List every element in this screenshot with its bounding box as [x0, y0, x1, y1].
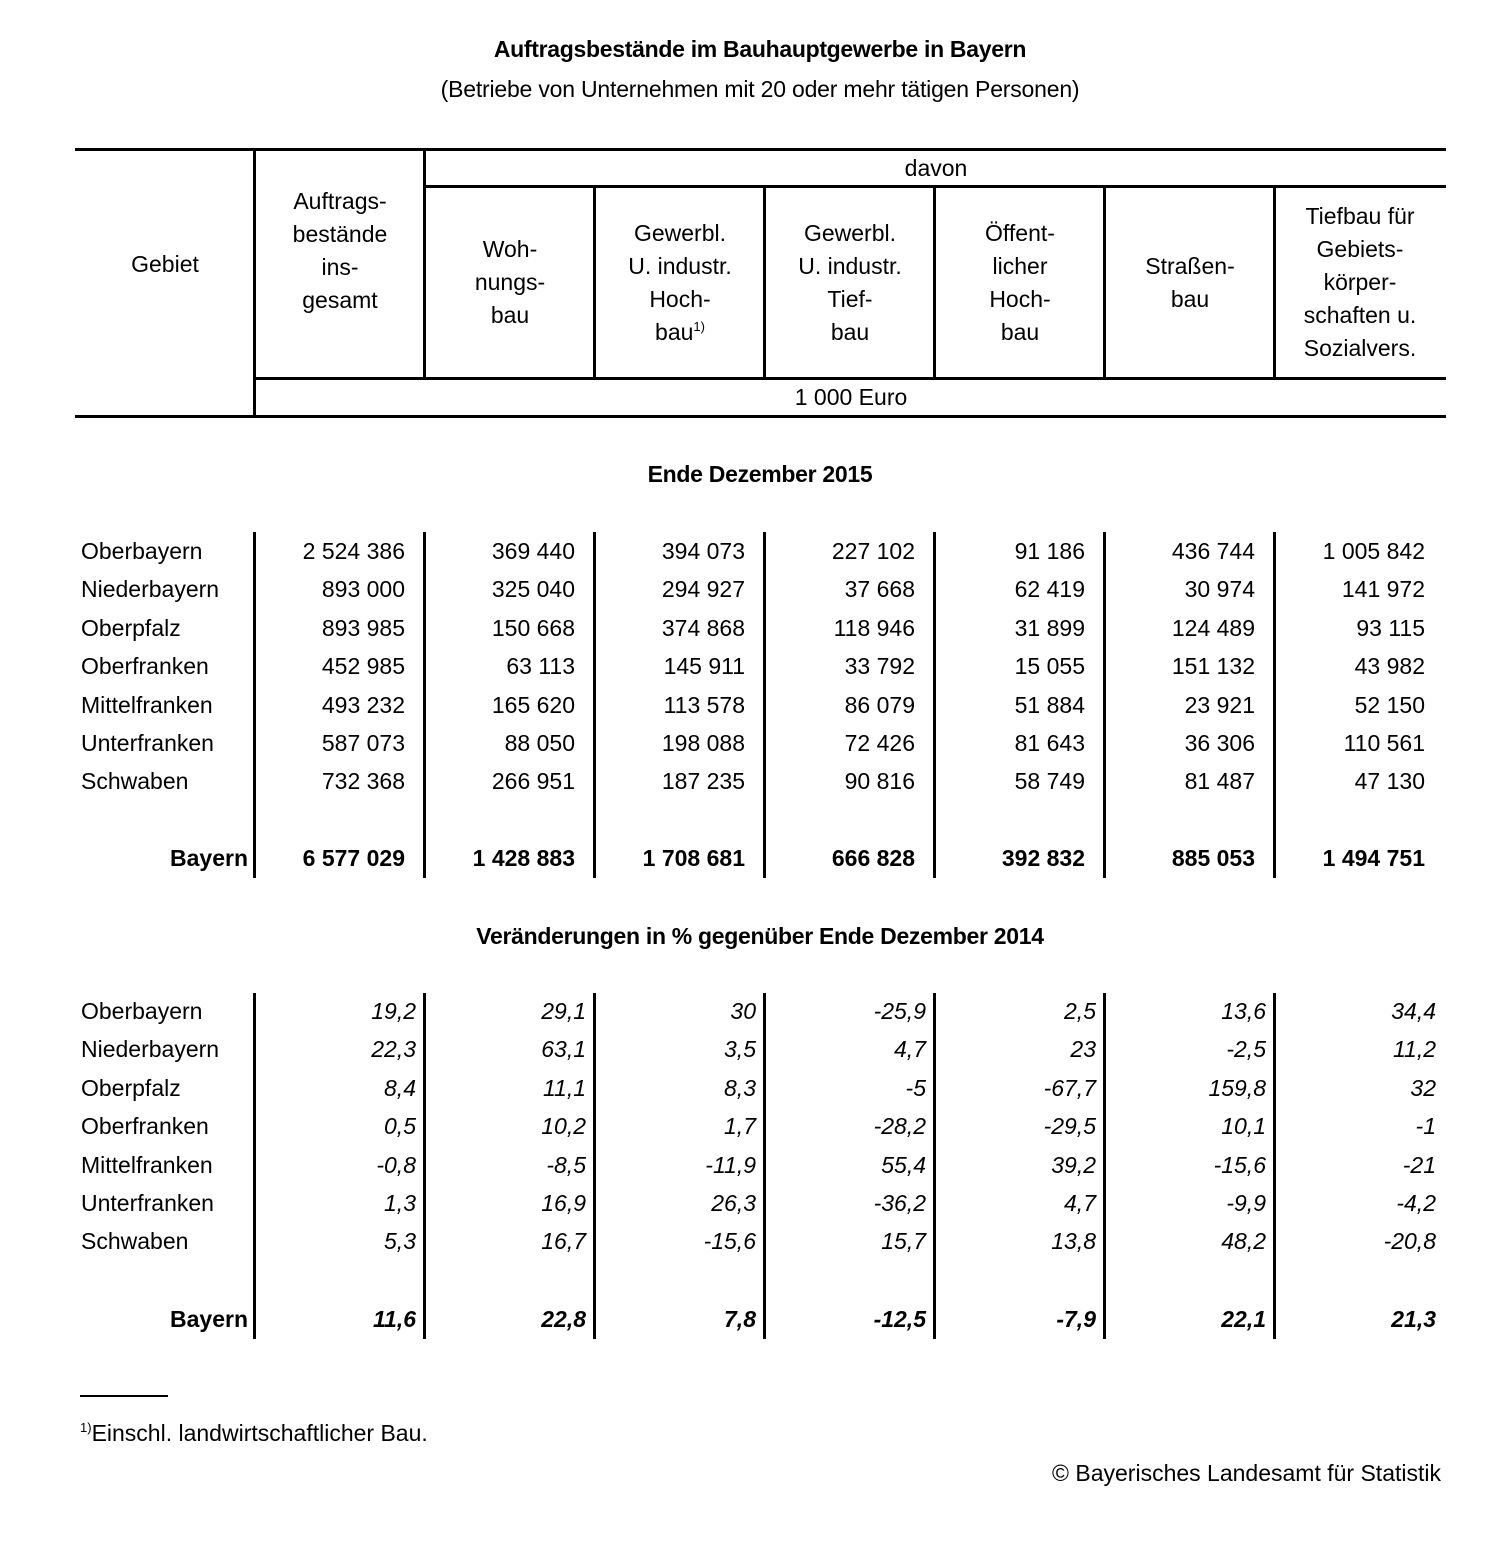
table-row	[0, 1113, 1499, 1151]
table-cell: 81 643	[1014, 730, 1085, 756]
table-cell: 436 744	[1171, 538, 1255, 564]
table-cell: 19,2	[371, 998, 416, 1024]
table-cell: 30 974	[1184, 576, 1255, 603]
copyright: © Bayerisches Landesamt für Statistik	[1052, 1460, 1441, 1486]
table-cell: 11,2	[1392, 1036, 1436, 1063]
region-name: Oberbayern	[81, 998, 203, 1024]
davon-text: davon	[904, 154, 968, 181]
header-line: Gewerbl.	[803, 219, 897, 246]
table-cell: 151 132	[1171, 653, 1255, 680]
table-cell: -21	[1402, 1151, 1436, 1178]
header-line: U. industr.	[628, 252, 732, 279]
header-line: Gebiets-	[1316, 236, 1404, 262]
header-line: Straßen-	[1145, 252, 1235, 279]
region-name: Unterfranken	[81, 730, 214, 756]
table-cell: 51 884	[1014, 691, 1085, 718]
table-cell: 4,7	[1064, 1190, 1096, 1216]
header-line: bau	[490, 302, 530, 328]
table-row	[0, 692, 1499, 730]
region-name: Unterfranken	[81, 1190, 214, 1216]
table-row	[0, 538, 1499, 576]
table-cell: 187 235	[661, 768, 745, 795]
header-line: nungs-	[474, 269, 546, 295]
table-cell: 10,2	[541, 1113, 586, 1140]
region-name: Bayern	[170, 845, 248, 871]
table-cell: 36 306	[1184, 730, 1255, 756]
header-line: ins-	[321, 254, 359, 280]
table-cell: 1,7	[724, 1113, 756, 1140]
column-header-tiefbau-gebietskoerperschaften	[1276, 188, 1444, 377]
table-cell: 893 985	[321, 614, 405, 641]
table-cell: 16,7	[541, 1228, 586, 1255]
header-line: Öffent-	[985, 219, 1055, 246]
table-cell: -0,8	[376, 1151, 416, 1178]
footnote-mark: 1)	[80, 1420, 92, 1435]
table-cell: 33 792	[844, 653, 915, 680]
table-cell: 124 489	[1171, 614, 1255, 641]
table-cell: 63 113	[506, 653, 575, 680]
table-cell: 118 946	[833, 614, 915, 641]
table-cell: -29,5	[1043, 1113, 1096, 1140]
region-name: Bayern	[170, 1306, 248, 1332]
table-total-row	[0, 845, 1499, 883]
table-cell: 88 050	[504, 730, 575, 756]
table-cell: 11,1	[542, 1074, 586, 1101]
table-cell: 7,8	[724, 1306, 756, 1332]
table-cell: 5,3	[384, 1228, 416, 1255]
table-cell: 1 428 883	[472, 845, 575, 871]
table-cell: 13,8	[1051, 1228, 1096, 1255]
table-cell: 13,6	[1221, 998, 1266, 1024]
table-row	[0, 1036, 1499, 1074]
section-heading: Veränderungen in % gegenüber Ende Dezember 2014	[476, 923, 1044, 949]
table-cell: -8,5	[546, 1151, 586, 1178]
table-cell: -12,5	[873, 1306, 926, 1332]
table-cell: -1	[1415, 1113, 1436, 1140]
table-row	[0, 1152, 1499, 1190]
table-cell: -2,5	[1226, 1036, 1266, 1063]
column-header-oeffentlicher-hochbau	[936, 188, 1104, 377]
footnote	[80, 1420, 428, 1447]
table-row	[0, 615, 1499, 653]
table-cell: 8,4	[384, 1074, 416, 1101]
table-subtitle: (Betriebe von Unternehmen mit 20 oder mehr tätigen Personen)	[440, 76, 1080, 102]
region-name: Oberpfalz	[81, 1074, 181, 1101]
table-cell: 48,2	[1221, 1228, 1266, 1255]
table-cell: 165 620	[491, 691, 575, 718]
table-cell: 294 927	[661, 576, 745, 603]
column-header-gewerbl-hochbau	[596, 188, 764, 377]
table-cell: 110 561	[1343, 730, 1425, 756]
table-cell: 732 368	[321, 768, 405, 795]
table-cell: -67,7	[1043, 1074, 1096, 1101]
column-header-strassenbau	[1106, 188, 1274, 377]
table-row	[0, 1075, 1499, 1113]
table-cell: -7,9	[1056, 1306, 1096, 1332]
table-cell: 6 577 029	[302, 845, 405, 871]
column-header-gewerbl-tiefbau	[766, 188, 934, 377]
table-cell: 23	[1070, 1036, 1096, 1063]
table-cell: -11,9	[705, 1151, 756, 1178]
table-cell: 11,6	[372, 1306, 416, 1332]
header-line: schaften u.	[1303, 302, 1417, 328]
table-cell: 8,3	[724, 1074, 756, 1101]
table-cell: 31 899	[1014, 614, 1085, 641]
table-row	[0, 730, 1499, 768]
header-line: gesamt	[302, 287, 378, 313]
header-line: licher	[992, 252, 1048, 279]
column-header-wohnungsbau	[426, 188, 594, 377]
table-cell: 63,1	[541, 1036, 586, 1063]
region-name: Mittelfranken	[81, 1151, 213, 1178]
region-name: Niederbayern	[81, 1036, 220, 1063]
table-cell: -5	[905, 1074, 926, 1101]
table-cell: 86 079	[844, 691, 915, 718]
table-cell: 22,1	[1221, 1306, 1266, 1332]
column-header-insgesamt	[256, 185, 424, 377]
table-cell: 1,3	[384, 1190, 416, 1216]
region-name: Niederbayern	[81, 576, 220, 603]
table-cell: -15,6	[1213, 1151, 1266, 1178]
table-cell: 227 102	[831, 538, 915, 564]
table-cell: 58 749	[1014, 768, 1085, 795]
table-cell: 150 668	[491, 614, 575, 641]
header-line: körper-	[1323, 269, 1397, 295]
table-cell: 81 487	[1184, 768, 1255, 795]
region-name: Oberfranken	[81, 1113, 209, 1140]
region-name: Oberbayern	[81, 538, 203, 564]
gebiet-label: Gebiet	[131, 250, 199, 277]
table-cell: -9,9	[1226, 1190, 1266, 1216]
table-cell: 266 951	[491, 768, 575, 795]
table-cell: 198 088	[661, 730, 745, 756]
table-cell: 1 494 751	[1322, 845, 1425, 871]
table-cell: 47 130	[1354, 768, 1425, 795]
table-cell: 2,5	[1064, 998, 1096, 1024]
table-cell: 23 921	[1184, 691, 1255, 718]
table-cell: 1 708 681	[642, 845, 745, 871]
table-cell: 141 972	[1341, 576, 1425, 603]
table-cell: 374 868	[661, 614, 745, 641]
table-cell: 22,8	[541, 1306, 586, 1332]
region-name: Oberfranken	[81, 653, 209, 680]
region-name: Oberpfalz	[81, 614, 181, 641]
header-line: Tiefbau für	[1305, 203, 1415, 229]
table-cell: 10,1	[1221, 1113, 1266, 1140]
table-cell: 587 073	[321, 730, 405, 756]
table-cell: 72 426	[844, 730, 915, 756]
table-cell: 30	[730, 998, 756, 1024]
table-cell: 62 419	[1014, 576, 1085, 603]
table-cell: 52 150	[1354, 691, 1425, 718]
table-total-row	[0, 1306, 1499, 1344]
table-cell: 37 668	[844, 576, 915, 603]
header-line: Gewerbl.	[633, 219, 727, 246]
table-cell: 3,5	[724, 1036, 756, 1063]
unit-text: 1 000 Euro	[794, 384, 908, 410]
footnote-rule	[80, 1395, 168, 1397]
column-header-gebiet	[75, 151, 255, 377]
region-name: Mittelfranken	[81, 691, 213, 718]
table-cell: -28,2	[873, 1113, 926, 1140]
table-row	[0, 1190, 1499, 1228]
table-cell: 452 985	[321, 653, 405, 680]
header-line	[655, 316, 705, 349]
table-row	[0, 768, 1499, 806]
table-cell: 91 186	[1014, 538, 1085, 564]
region-name: Schwaben	[81, 1228, 189, 1255]
table-cell: 32	[1410, 1074, 1436, 1101]
table-title: Auftragsbestände im Bauhauptgewerbe in Bayern	[493, 36, 1027, 62]
table-cell: 392 832	[1001, 845, 1085, 871]
header-line: Sozialvers.	[1303, 335, 1417, 361]
table-cell: 113 578	[663, 691, 745, 718]
table-cell: 369 440	[491, 538, 575, 564]
table-cell: 15 055	[1014, 653, 1085, 680]
table-cell: -36,2	[873, 1190, 926, 1216]
table-row	[0, 576, 1499, 614]
table-cell: -20,8	[1383, 1228, 1436, 1255]
footnote-mark: 1)	[693, 318, 705, 334]
table-cell: 885 053	[1171, 845, 1255, 871]
header-line: Tief-	[827, 285, 873, 312]
table-cell: 2 524 386	[302, 538, 405, 564]
table-cell: -15,6	[703, 1228, 756, 1255]
table-cell: 21,3	[1391, 1306, 1436, 1332]
table-cell: 1 005 842	[1322, 538, 1425, 564]
table-cell: 43 982	[1354, 653, 1425, 680]
header-line: Auftrags-	[293, 188, 387, 214]
table-cell: -4,2	[1396, 1190, 1436, 1216]
table-cell: 4,7	[894, 1036, 926, 1063]
section-heading: Ende Dezember 2015	[647, 461, 873, 487]
footnote-text: Einschl. landwirtschaftlicher Bau.	[91, 1420, 428, 1446]
table-row	[0, 1228, 1499, 1266]
table-row	[0, 653, 1499, 691]
table-cell: 394 073	[661, 538, 745, 564]
header-line: Hoch-	[989, 285, 1051, 312]
header-line: bau	[1000, 318, 1040, 345]
header-line: Hoch-	[649, 285, 711, 312]
table-cell: 0,5	[384, 1113, 416, 1140]
header-line: bestände	[292, 221, 388, 247]
table-cell: 22,3	[371, 1036, 416, 1063]
header-bottom-rule	[75, 415, 1446, 418]
table-cell: 15,7	[881, 1228, 926, 1255]
unit-label	[256, 380, 1446, 415]
table-cell: 145 911	[663, 653, 745, 680]
header-line: Woh-	[482, 236, 538, 262]
header-line-text: bau	[655, 318, 694, 345]
table-cell: 93 115	[1356, 614, 1425, 641]
table-cell: 159,8	[1208, 1074, 1266, 1101]
header-line: bau	[830, 318, 870, 345]
table-row	[0, 998, 1499, 1036]
table-cell: 493 232	[321, 691, 405, 718]
davon-label	[426, 151, 1446, 185]
table-cell: 39,2	[1051, 1151, 1096, 1178]
table-cell: 34,4	[1391, 998, 1436, 1024]
table-cell: 29,1	[541, 998, 586, 1024]
header-line: U. industr.	[798, 252, 902, 279]
table-cell: 893 000	[321, 576, 405, 603]
table-cell: 666 828	[831, 845, 915, 871]
table-cell: 26,3	[711, 1190, 756, 1216]
table-cell: 90 816	[844, 768, 915, 795]
table-cell: -25,9	[873, 998, 926, 1024]
table-cell: 55,4	[881, 1151, 926, 1178]
table-cell: 325 040	[491, 576, 575, 603]
region-name: Schwaben	[81, 768, 189, 795]
header-line: bau	[1170, 285, 1210, 312]
table-cell: 16,9	[541, 1190, 586, 1216]
